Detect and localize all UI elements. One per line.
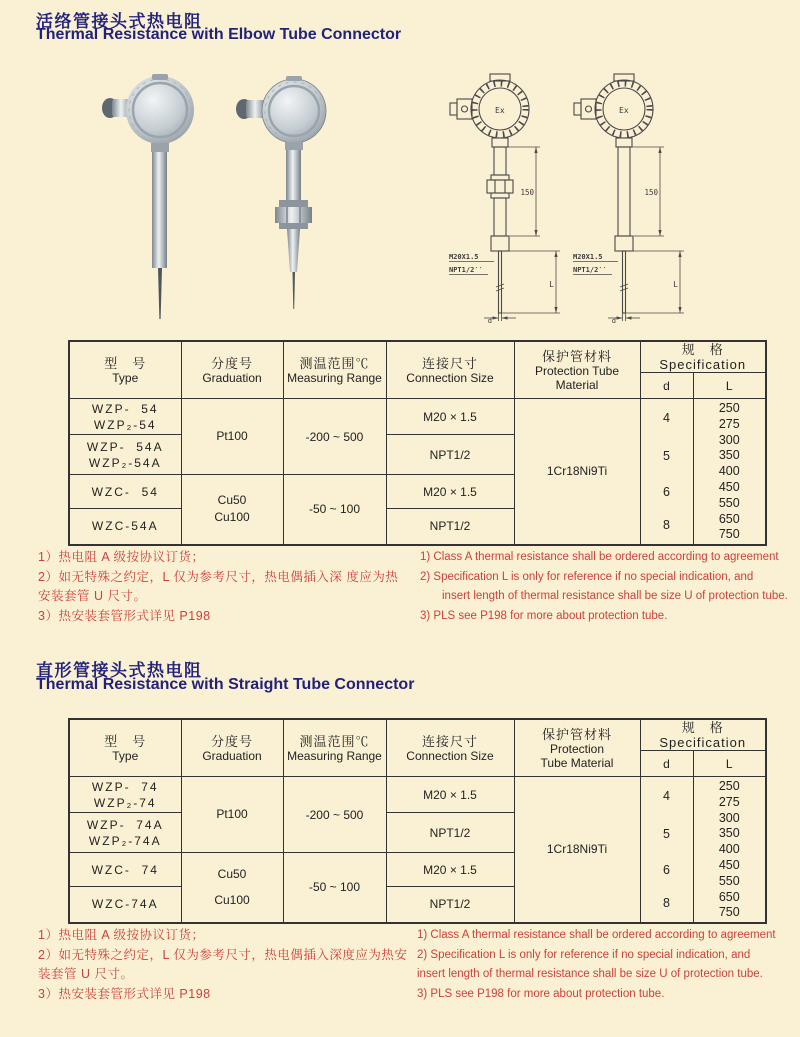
section1-title-en: Thermal Resistance with Elbow Tube Connector — [36, 26, 402, 43]
junction-head-drawing — [574, 74, 653, 138]
notes-en-section1: 1) Class A thermal resistance shall be ordered according to agreement 2) Specification L is only for reference if no special indication, and insert length of thermal resistance shall be size U of protection tube. 3) PLS see P198 for more about protection tube. — [420, 551, 788, 622]
dim-150 — [507, 147, 540, 236]
col-header-d: d — [640, 373, 693, 399]
col-header-specification: 规 格 Specification — [640, 719, 766, 751]
dim-d-label: d — [611, 317, 616, 323]
cell-graduation-pt: Pt100 — [181, 777, 283, 853]
col-header-connection: 连接尺寸 Connection Size — [386, 341, 514, 399]
ex-mark: Ex — [495, 106, 505, 115]
drawing-elbow-plain — [572, 73, 690, 323]
connector-gland — [236, 99, 266, 119]
protection-tube — [152, 152, 167, 268]
section2-title-en: Thermal Resistance with Straight Tube Connector — [36, 676, 415, 693]
table-row — [69, 399, 766, 435]
cell-graduation-pt: Pt100 — [181, 399, 283, 475]
junction-head — [126, 74, 194, 144]
cell-type-r2: WZP- 54A WZP₂-54A — [69, 435, 181, 475]
dim-L — [626, 251, 684, 313]
dim-150-label: 150 — [520, 188, 534, 197]
thread-m20-label: M20X1.5 — [449, 253, 479, 261]
dim-L-label: L — [549, 280, 554, 289]
stem-drawing — [615, 138, 633, 313]
cell-type-r4: WZC-54A — [69, 509, 181, 545]
junction-head — [262, 76, 326, 143]
photo-elbow-thermometer-with-nut — [230, 76, 354, 311]
cell-type-r3: WZC- 74 — [69, 853, 181, 887]
col-header-specification: 规 格 Specification — [640, 341, 766, 373]
col-header-l: L — [693, 373, 766, 399]
col-header-range: 测温范围℃ Measuring Range — [283, 341, 386, 399]
cell-connection-r1: M20 × 1.5 — [386, 399, 514, 435]
cell-connection-r1: M20 × 1.5 — [386, 777, 514, 813]
section1-title-zh: 活络管接头式热电阻 — [36, 12, 203, 31]
hex-nut — [275, 200, 312, 229]
ex-mark: Ex — [619, 106, 629, 115]
cell-graduation-cu: Cu50 Cu100 — [181, 853, 283, 923]
spec-table-elbow — [68, 340, 767, 546]
cell-l-values: 250 275 300 350 400 450 550 650 750 — [693, 777, 766, 923]
cell-protection-material: 1Cr18Ni9Ti — [514, 399, 640, 545]
cell-graduation-cu: Cu50 Cu100 — [181, 475, 283, 545]
col-header-range: 测温范围℃ Measuring Range — [283, 719, 386, 777]
notes-zh-section1: 1）热电阻 A 级按协议订货； 2）如无特殊之约定，L 仅为参考尺寸，热电偶插入深 度应为热 安装套管 U 尺寸。 3）热安装套管形式详见 P198 — [38, 550, 399, 623]
col-header-type: 型 号 Type — [69, 341, 181, 399]
cell-connection-r2: NPT1/2 — [386, 813, 514, 853]
notes-en-section2: 1) Class A thermal resistance shall be ordered according to agreement 2) Specification L is only for reference if no special indication, and insert length of thermal resistance shall be size U of protection tube. 3) PLS see P198 for more about protection tube. — [417, 929, 776, 1000]
cell-connection-r4: NPT1/2 — [386, 887, 514, 923]
cell-l-values: 250 275 300 350 400 450 550 650 750 — [693, 399, 766, 545]
dim-150 — [631, 147, 664, 236]
col-header-protection: 保护管材料 Protection Tube Material — [514, 341, 640, 399]
cell-connection-r3: M20 × 1.5 — [386, 475, 514, 509]
upper-tube — [286, 150, 301, 200]
thread-labels — [449, 253, 494, 275]
dim-150-label: 150 — [644, 188, 658, 197]
cell-d-values: 4 5 6 8 — [640, 777, 693, 923]
cell-type-r1: WZP- 74 WZP₂-74 — [69, 777, 181, 813]
probe-tip — [293, 272, 296, 309]
stem-drawing — [487, 138, 513, 313]
col-header-graduation: 分度号 Graduation — [181, 341, 283, 399]
thread-labels — [573, 253, 618, 275]
dim-L-label: L — [673, 280, 678, 289]
cell-range-pt: -200 ~ 500 — [283, 399, 386, 475]
col-header-protection: 保护管材料 Protection Tube Material — [514, 719, 640, 777]
junction-head-drawing — [450, 74, 529, 138]
col-header-l: L — [693, 751, 766, 777]
cell-protection-material: 1Cr18Ni9Ti — [514, 777, 640, 923]
dim-L — [502, 251, 560, 313]
section2-title-zh: 直形管接头式热电阻 — [36, 661, 203, 680]
photo-elbow-thermometer-plain — [96, 72, 220, 322]
cell-range-cu: -50 ~ 100 — [283, 853, 386, 923]
cell-range-cu: -50 ~ 100 — [283, 475, 386, 545]
cell-type-r1: WZP- 54 WZP₂-54 — [69, 399, 181, 435]
cell-connection-r3: M20 × 1.5 — [386, 853, 514, 887]
drawing-elbow-with-nut — [448, 73, 566, 323]
cell-range-pt: -200 ~ 500 — [283, 777, 386, 853]
cell-connection-r2: NPT1/2 — [386, 435, 514, 475]
thread-npt-label: NPT1/2′′ — [573, 266, 607, 274]
cell-d-values: 4 5 6 8 — [640, 399, 693, 545]
thread-npt-label: NPT1/2′′ — [449, 266, 483, 274]
notes-zh-section2: 1）热电阻 A 级按协议订货； 2）如无特殊之约定，L 仅为参考尺寸，热电偶插入深度应为热安 装套管 U 尺寸。 3）热安装套管形式详见 P198 — [38, 928, 408, 1001]
table-row — [69, 777, 766, 813]
head-neck — [285, 142, 303, 150]
cell-type-r4: WZC-74A — [69, 887, 181, 923]
col-header-type: 型 号 Type — [69, 719, 181, 777]
probe-tip — [158, 268, 162, 319]
col-header-connection: 连接尺寸 Connection Size — [386, 719, 514, 777]
lower-tube — [287, 229, 300, 272]
thread-m20-label: M20X1.5 — [573, 253, 603, 261]
cell-connection-r4: NPT1/2 — [386, 509, 514, 545]
dim-d — [608, 313, 640, 323]
dim-d — [484, 313, 516, 323]
spec-table-straight — [68, 718, 767, 924]
head-neck — [151, 143, 169, 152]
cell-type-r2: WZP- 74A WZP₂-74A — [69, 813, 181, 853]
cell-type-r3: WZC- 54 — [69, 475, 181, 509]
dim-d-label: d — [487, 317, 492, 323]
col-header-graduation: 分度号 Graduation — [181, 719, 283, 777]
col-header-d: d — [640, 751, 693, 777]
